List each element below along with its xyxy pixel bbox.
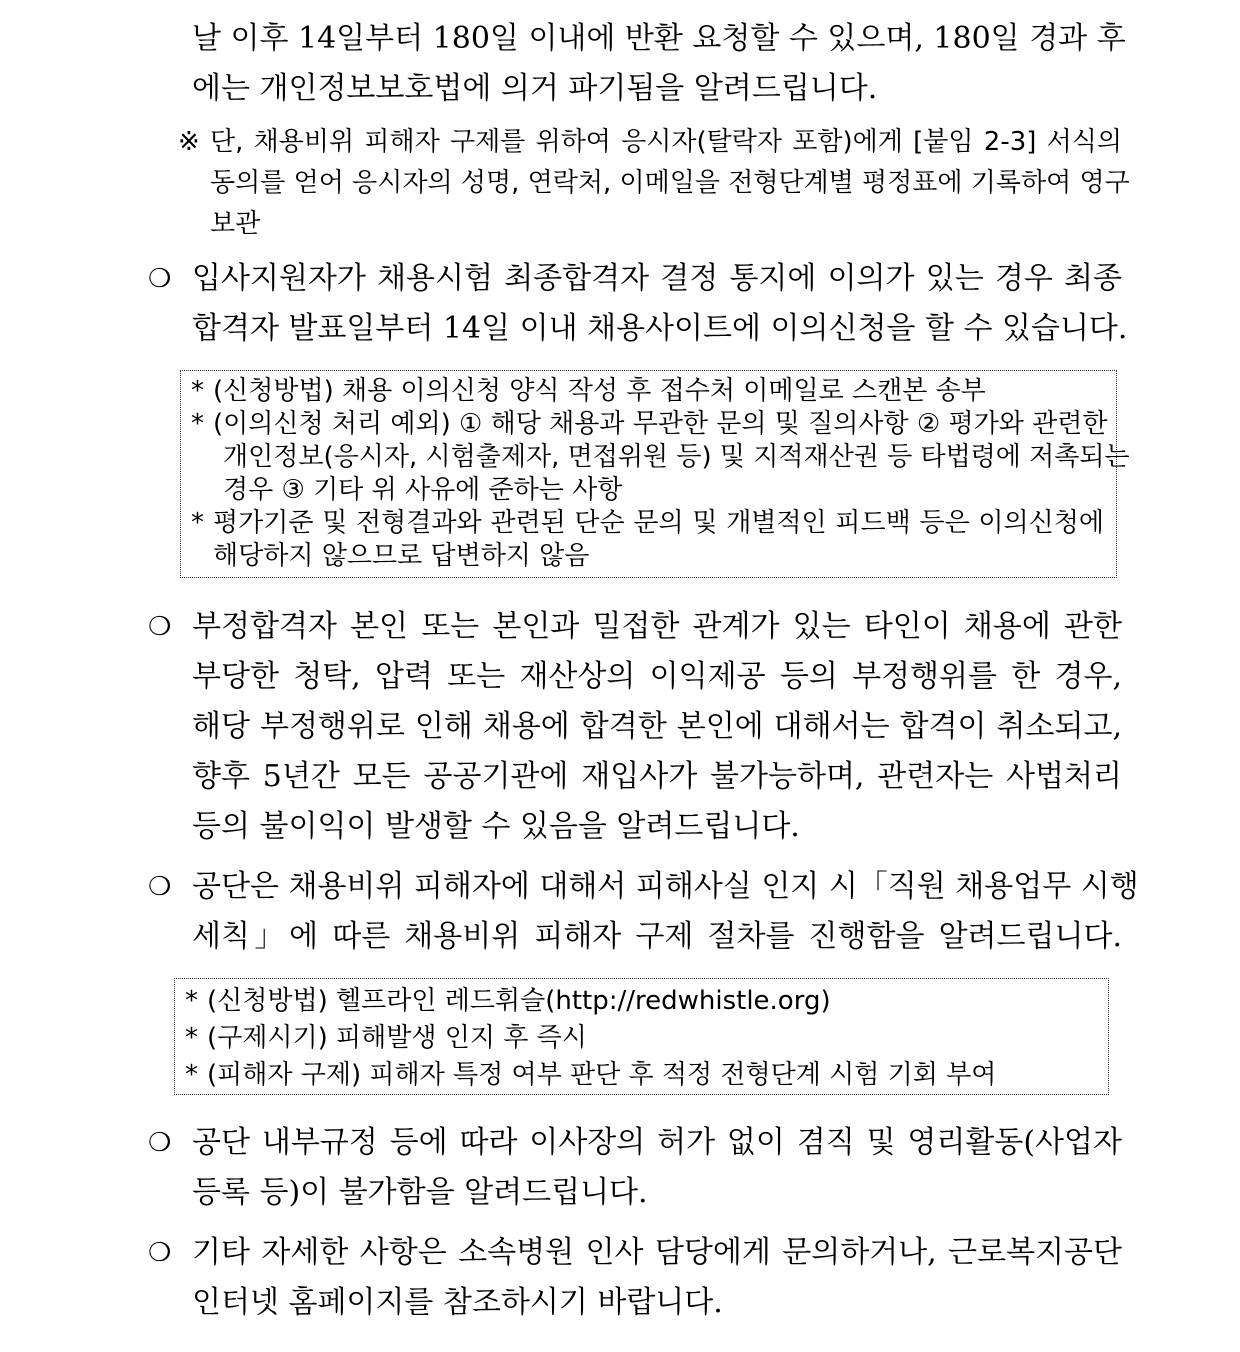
item-line: 부정합격자 본인 또는 본인과 밀접한 관계가 있는 타인이 채용에 관한 xyxy=(192,609,1122,644)
box-row-text: (구제시기) 피해발생 인지 후 즉시 xyxy=(207,1023,587,1053)
box-row-text: (신청방법) 채용 이의신청 양식 작성 후 접수처 이메일로 스캔본 송부 xyxy=(213,376,986,406)
note-mark: ※ xyxy=(178,127,200,157)
item-fraud xyxy=(148,602,1122,852)
item-side-job xyxy=(148,1118,1122,1218)
note-line-3: 보관 xyxy=(210,209,261,239)
item-line: 등록 등)이 불가함을 알려드립니다. xyxy=(192,1175,648,1210)
victim-relief-box xyxy=(174,978,1109,1095)
item-line: 등의 불이익이 발생할 수 있음을 알려드립니다. xyxy=(192,809,800,844)
objection-details-box xyxy=(180,370,1130,578)
item-line: 공단 내부규정 등에 따라 이사장의 허가 없이 겸직 및 영리활동(사업자 xyxy=(192,1125,1122,1160)
box-row: * (구제시기) 피해발생 인지 후 즉시 xyxy=(185,1023,587,1053)
bullet-icon: ❍ xyxy=(148,1128,172,1158)
box-row-text: 개인정보(응시자, 시험출제자, 면접위원 등) 및 지적재산권 등 타법령에 저촉되는 xyxy=(223,442,1130,472)
box-row: * 평가기준 및 전형결과와 관련된 단순 문의 및 개별적인 피드백 등은 이의신청에 해당하지 않으므로 답변하지 않음 xyxy=(191,508,1104,571)
box-row-text: 평가기준 및 전형결과와 관련된 단순 문의 및 개별적인 피드백 등은 이의신청에 xyxy=(213,508,1104,538)
item-line: 인터넷 홈페이지를 참조하시기 바랍니다. xyxy=(192,1285,723,1320)
continuation-line-2: 에는 개인정보보호법에 의거 파기됨을 알려드립니다. xyxy=(192,71,878,106)
item-line: 세칙」에 따른 채용비위 피해자 구제 절차를 진행함을 알려드립니다. xyxy=(192,919,1122,954)
item-line: 공단은 채용비위 피해자에 대해서 피해사실 인지 시「직원 채용업무 시행 xyxy=(192,869,1139,904)
box-row: * (이의신청 처리 예외) ① 해당 채용과 무관한 문의 및 질의사항 ② 평가와 관련한 개인정보(응시자, 시험출제자, 면접위원 등) 및 지적재산권 등 타법령에 저촉되는 경우 ③ 기타 위 사유에 준하는 사항 xyxy=(191,409,1130,505)
item-line: 향후 5년간 모든 공공기관에 재입사가 불가능하며, 관련자는 사법처리 xyxy=(192,759,1122,794)
item-other-inquiries xyxy=(148,1228,1122,1328)
item-objection xyxy=(148,254,1128,354)
item-victim-relief xyxy=(148,862,1139,962)
box-row: * (신청방법) 채용 이의신청 양식 작성 후 접수처 이메일로 스캔본 송부 xyxy=(191,376,986,406)
item-line: 기타 자세한 사항은 소속병원 인사 담당에게 문의하거나, 근로복지공단 xyxy=(192,1235,1122,1270)
item-line: 입사지원자가 채용시험 최종합격자 결정 통지에 이의가 있는 경우 최종 xyxy=(192,261,1122,296)
bullet-icon: ❍ xyxy=(148,264,172,294)
bullet-icon: ❍ xyxy=(148,872,172,902)
item-line: 해당 부정행위로 인해 채용에 합격한 본인에 대해서는 합격이 취소되고, xyxy=(192,709,1122,744)
box-row-text: (피해자 구제) 피해자 특정 여부 판단 후 적정 전형단계 시험 기회 부여 xyxy=(207,1060,997,1090)
box-row-text: (신청방법) 헬프라인 레드휘슬(http://redwhistle.org) xyxy=(207,986,831,1016)
bullet-icon: ❍ xyxy=(148,1238,172,1268)
box-row-text: 경우 ③ 기타 위 사유에 준하는 사항 xyxy=(223,475,623,505)
box-row: * (피해자 구제) 피해자 특정 여부 판단 후 적정 전형단계 시험 기회 부여 xyxy=(185,1060,997,1090)
note-line-2: 동의를 얻어 응시자의 성명, 연락처, 이메일을 전형단계별 평정표에 기록하여 영구 xyxy=(210,168,1130,198)
note-line-1: 단, 채용비위 피해자 구제를 위하여 응시자(탈락자 포함)에게 [붙임 2-3] 서식의 xyxy=(210,127,1122,157)
continuation-line-1: 날 이후 14일부터 180일 이내에 반환 요청할 수 있으며, 180일 경과 후 xyxy=(192,21,1126,56)
box-row: * (신청방법) 헬프라인 레드휘슬(http://redwhistle.org) xyxy=(185,986,831,1016)
box-row-text: (이의신청 처리 예외) ① 해당 채용과 무관한 문의 및 질의사항 ② 평가와 관련한 xyxy=(213,409,1108,439)
retention-note xyxy=(178,122,1130,245)
box-row-text: 해당하지 않으므로 답변하지 않음 xyxy=(213,541,590,571)
item-line: 부당한 청탁, 압력 또는 재산상의 이익제공 등의 부정행위를 한 경우, xyxy=(192,659,1122,694)
bullet-icon: ❍ xyxy=(148,612,172,642)
continuation-paragraph xyxy=(192,14,1126,114)
item-line: 합격자 발표일부터 14일 이내 채용사이트에 이의신청을 할 수 있습니다. xyxy=(192,311,1128,346)
